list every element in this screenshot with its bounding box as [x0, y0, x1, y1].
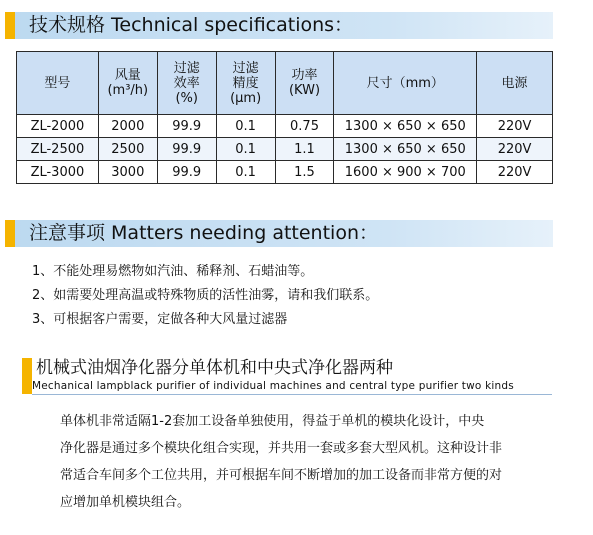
section-header-purifier-types [22, 358, 552, 394]
spec-table [16, 51, 553, 184]
description-paragraph [60, 408, 554, 516]
header-accent-bar [5, 12, 15, 39]
header-line: 电源 [501, 75, 528, 91]
header-line: (KW) [288, 83, 321, 98]
cell-power: 1.5 [275, 161, 334, 184]
paragraph-line: 常适合车间多个工位共用，并可根据车间不断增加的加工设备而非常方便的对 [60, 468, 503, 483]
header-line: (μm) [230, 90, 262, 106]
cell-precision: 0.1 [216, 138, 275, 161]
header-airflow [98, 52, 157, 115]
table-header-row [17, 52, 553, 115]
cell-airflow: 2500 [98, 138, 157, 161]
header-accent-bar [22, 358, 32, 394]
cell-precision: 0.1 [216, 161, 275, 184]
header-line: (m³/h) [107, 83, 149, 98]
header-accent-bar [5, 220, 15, 247]
cell-supply: 220V [477, 161, 553, 184]
header-filter-efficiency [157, 52, 216, 115]
cell-power: 0.75 [275, 115, 334, 138]
cell-airflow: 2000 [98, 115, 157, 138]
section-title: 技术规格 Technical specifications： [29, 14, 354, 36]
section-header-technical-specs [5, 12, 553, 39]
header-line: 功率 [291, 68, 318, 83]
cell-model: ZL-3000 [17, 161, 99, 184]
section-title-cn: 机械式油烟净化器分单体机和中央式净化器两种 [36, 358, 393, 378]
list-item: 1、不能处理易燃物如汽油、稀释剂、石蜡油等。 [32, 264, 314, 279]
attention-list [32, 260, 378, 332]
table-row [17, 115, 553, 138]
header-line: 效率 [173, 75, 200, 91]
cell-efficiency: 99.9 [157, 115, 216, 138]
header-power [275, 52, 334, 115]
table-row [17, 138, 553, 161]
header-line: 型号 [44, 75, 71, 91]
cell-size: 1300 × 650 × 650 [334, 138, 477, 161]
table-row [17, 161, 553, 184]
header-filter-precision [216, 52, 275, 115]
header-line: 风量 [114, 68, 141, 83]
section-title-en: Mechanical lampblack purifier of individual machines and central type purifier two kinds [32, 380, 514, 392]
cell-model: ZL-2000 [17, 115, 99, 138]
header-line: (%) [175, 90, 198, 106]
cell-power: 1.1 [275, 138, 334, 161]
list-item: 2、如需要处理高温或特殊物质的活性油雾，请和我们联系。 [32, 288, 379, 303]
header-line: 过滤 [232, 60, 259, 76]
cell-size: 1300 × 650 × 650 [334, 115, 477, 138]
header-line: 过滤 [173, 60, 200, 76]
cell-supply: 220V [477, 138, 553, 161]
paragraph-line: 单体机非常适隔1-2套加工设备单独使用，得益于单机的模块化设计，中央 [60, 414, 485, 429]
cell-supply: 220V [477, 115, 553, 138]
header-line: 尺寸（mm） [366, 75, 444, 91]
cell-model: ZL-2500 [17, 138, 99, 161]
cell-precision: 0.1 [216, 115, 275, 138]
cell-airflow: 3000 [98, 161, 157, 184]
paragraph-line: 应增加单机模块组合。 [60, 495, 191, 510]
list-item: 3、可根据客户需要，定做各种大风量过滤器 [32, 312, 288, 327]
section-title: 注意事项 Matters needing attention： [29, 222, 378, 244]
header-line: 精度 [232, 75, 259, 91]
cell-efficiency: 99.9 [157, 138, 216, 161]
cell-efficiency: 99.9 [157, 161, 216, 184]
header-model [17, 52, 99, 115]
cell-size: 1600 × 900 × 700 [334, 161, 477, 184]
header-power-supply [477, 52, 553, 115]
header-size [334, 52, 477, 115]
section-header-attention [5, 220, 553, 247]
paragraph-line: 净化器是通过多个模块化组合实现，并共用一套或多套大型风机。这种设计非 [60, 441, 503, 456]
divider [32, 394, 552, 395]
